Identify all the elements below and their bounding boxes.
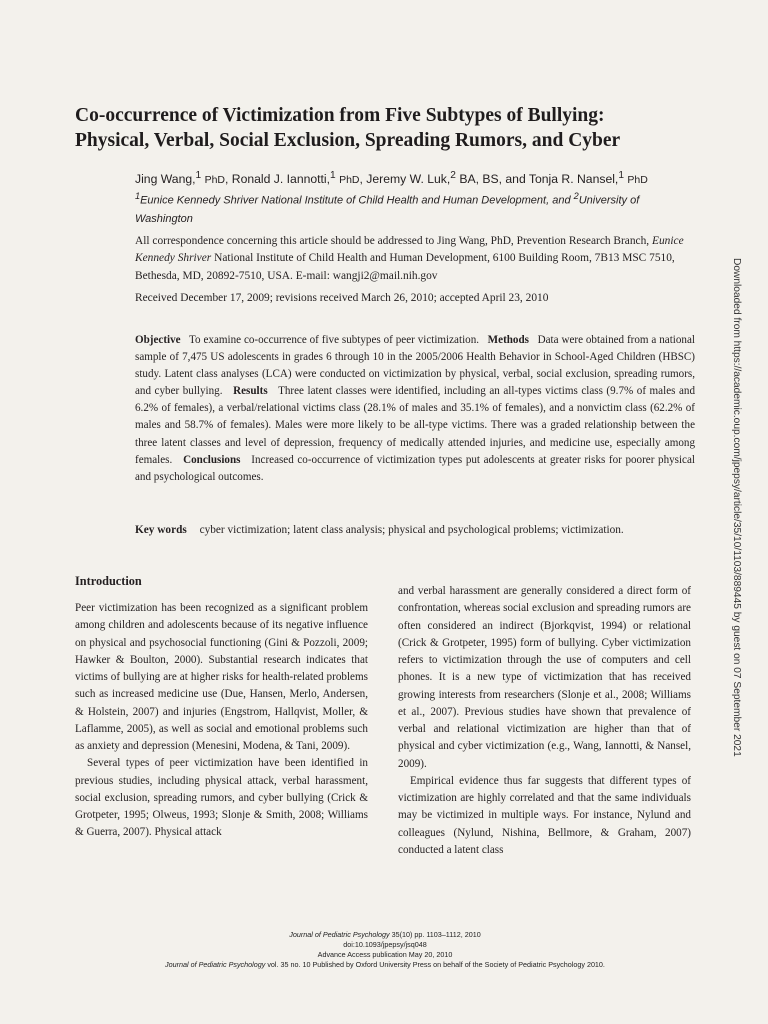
corr-text-2: National Institute of Child Health and Human Development, 6100 Building Room, 7B13 MSC 7510, Bethesda, MD, 20892-7510, USA. E-mail: wangji2@mail.nih.gov	[135, 252, 675, 282]
author-sup: 2	[450, 170, 456, 181]
abstract-methods-label: Methods	[487, 334, 529, 346]
author-sup: 1	[618, 170, 624, 181]
footer-publisher: vol. 35 no. 10 Published by Oxford University Press on behalf of the Society of Pediatric Psychology 2010.	[267, 960, 605, 969]
footer-line-1	[75, 930, 695, 940]
keywords-text: cyber victimization; latent class analysis; physical and psychological problems; victimization.	[199, 524, 624, 536]
author-name: Ronald J. Iannotti,	[231, 172, 331, 187]
received-dates: Received December 17, 2009; revisions received March 26, 2010; accepted April 23, 2010	[135, 292, 549, 304]
author-degree: BA, BS, and	[459, 172, 526, 187]
author-degree: PhD	[339, 174, 360, 187]
affil-sup: 2	[573, 191, 579, 201]
abstract-methods: Data were obtained from a national sample of 7,475 US adolescents in grades 6 through 10 in the 2005/2006 Health Behavior in School-Aged Children (HBSC) study. Latent class analyses (LCA) were conducted on victimization by physical, verbal, social exclusion, spreading rumors, and cyber bullying.	[135, 334, 695, 398]
keywords-label: Key words	[135, 524, 187, 536]
abstract-results-label: Results	[233, 385, 268, 398]
section-heading-introduction: Introduction	[75, 574, 142, 588]
download-watermark: Downloaded from https://academic.oup.com/jpepsy/article/35/10/1103/889445 by guest on 07 September 2021	[731, 258, 742, 757]
affiliations	[135, 187, 675, 228]
corr-italic: Eunice Kennedy Shriver	[135, 235, 684, 265]
affil-sup: 1	[135, 191, 141, 201]
author-name: Jeremy W. Luk,	[366, 172, 451, 187]
affil-text-1: Eunice Kennedy Shriver National Institute of Child Health and Human Development, and	[140, 194, 571, 207]
page-footer	[75, 930, 695, 970]
column-left	[75, 600, 368, 842]
footer-line-4	[75, 960, 695, 970]
paragraph: Peer victimization has been recognized as a significant problem among children and adolescents because of its negative influence on physical and psychosocial functioning (Gini & Pozzoli, 2009; Hawker & Boulton, 2000). Substantial research indicates that victims of bullying are at higher risks for health-related problems such as increased medicine use (Due, Hansen, Merlo, Andersen, & Holstein, 2007) and injuries (Engstrom, Hallqvist, Moller, & Laflamme, 2005), as well as social and emotional problems such as anxiety and depression (Menesini, Modena, & Tani, 2009).	[75, 602, 368, 752]
paragraph: and verbal harassment are generally considered a direct form of confrontation, whereas social exclusion and spreading rumors are often considered an indirect (Bjorkqvist, 1994) or relational (Crick & Grotpeter, 1995) form of bullying. Cyber victimization refers to victimization through the use of computers and cell phones. It is a new type of victimization that has received growing interests from researchers (Slonje et al., 2008; Williams et al., 2007). Previous studies have shown that prevalence of verbal and relational victimization are higher than that of physical and cyber victimization (e.g., Wang, Iannotti, & Nansel, 2009).	[398, 585, 691, 770]
abstract-results: Three latent classes were identified, including an all-types victims class (9.7% of males and 6.2% of females), a verbal/relational victims class (28.1% of males and 35.1% of females), and a nonvictim class (62.2% of males and 58.7% of females). Males were more likely to be all-type victims. There was a graded relationship between the three latent classes and level of depression, frequency of medically attended injuries, and medicine use, especially among females.	[135, 385, 695, 466]
abstract-objective-label: Objective	[135, 334, 181, 346]
footer-journal: Journal of Pediatric Psychology	[165, 960, 266, 969]
column-right	[398, 583, 691, 859]
article-title	[75, 103, 675, 153]
paragraph: Empirical evidence thus far suggests that different types of victimization are highly correlated and that the same individuals may be victimized in multiple ways. For instance, Nylund and colleagues (Nylund, Nishina, Bellmore, & Graham, 2007) conducted a latent class	[398, 774, 691, 856]
footer-line-3: Advance Access publication May 20, 2010	[317, 950, 453, 959]
footer-journal: Journal of Pediatric Psychology	[289, 930, 390, 939]
author-sup: 1	[330, 170, 336, 181]
author-degree: PhD	[204, 174, 225, 187]
correspondence	[135, 233, 690, 285]
abstract-objective: To examine co-occurrence of five subtypes of peer victimization.	[189, 334, 480, 346]
author-list: Jing Wang,$^1$ PhD, Ronald J. Iannotti,$^1$ PhD, Jeremy W. Luk,$^2$ BA, BS, and Tonja R. Nansel,$^1$ PhD	[135, 170, 648, 187]
title-line-2: Physical, Verbal, Social Exclusion, Spreading Rumors, and Cyber	[75, 130, 621, 151]
author-name: Jing Wang,	[135, 172, 196, 187]
abstract-conclusions-label: Conclusions	[183, 453, 241, 466]
title-line-1: Co-occurrence of Victimization from Five Subtypes of Bullying:	[75, 105, 605, 126]
corr-text-1: All correspondence concerning this article should be addressed to Jing Wang, PhD, Prevention Research Branch,	[135, 235, 650, 247]
affil-text-2: University of Washington	[135, 194, 640, 225]
paragraph: Several types of peer victimization have been identified in previous studies, including physical attack, verbal harassment, social exclusion, spreading rumors, and cyber bullying (Crick & Grotpeter, 1995; Olweus, 1993; Slonje & Smith, 2008; Williams & Guerra, 2007). Physical attack	[75, 757, 368, 839]
keywords	[135, 522, 695, 539]
footer-citation: 35(10) pp. 1103–1112, 2010	[391, 930, 481, 939]
abstract	[135, 332, 695, 486]
abstract-conclusions: Increased co-occurrence of victimization types put adolescents at greater risks for poorer physical and psychological outcomes.	[135, 453, 695, 483]
author-sup: 1	[195, 170, 202, 181]
author-name: Tonja R. Nansel,	[528, 172, 619, 187]
footer-line-2: doi:10.1093/jpepsy/jsq048	[343, 940, 427, 949]
author-degree: PhD	[627, 174, 648, 187]
